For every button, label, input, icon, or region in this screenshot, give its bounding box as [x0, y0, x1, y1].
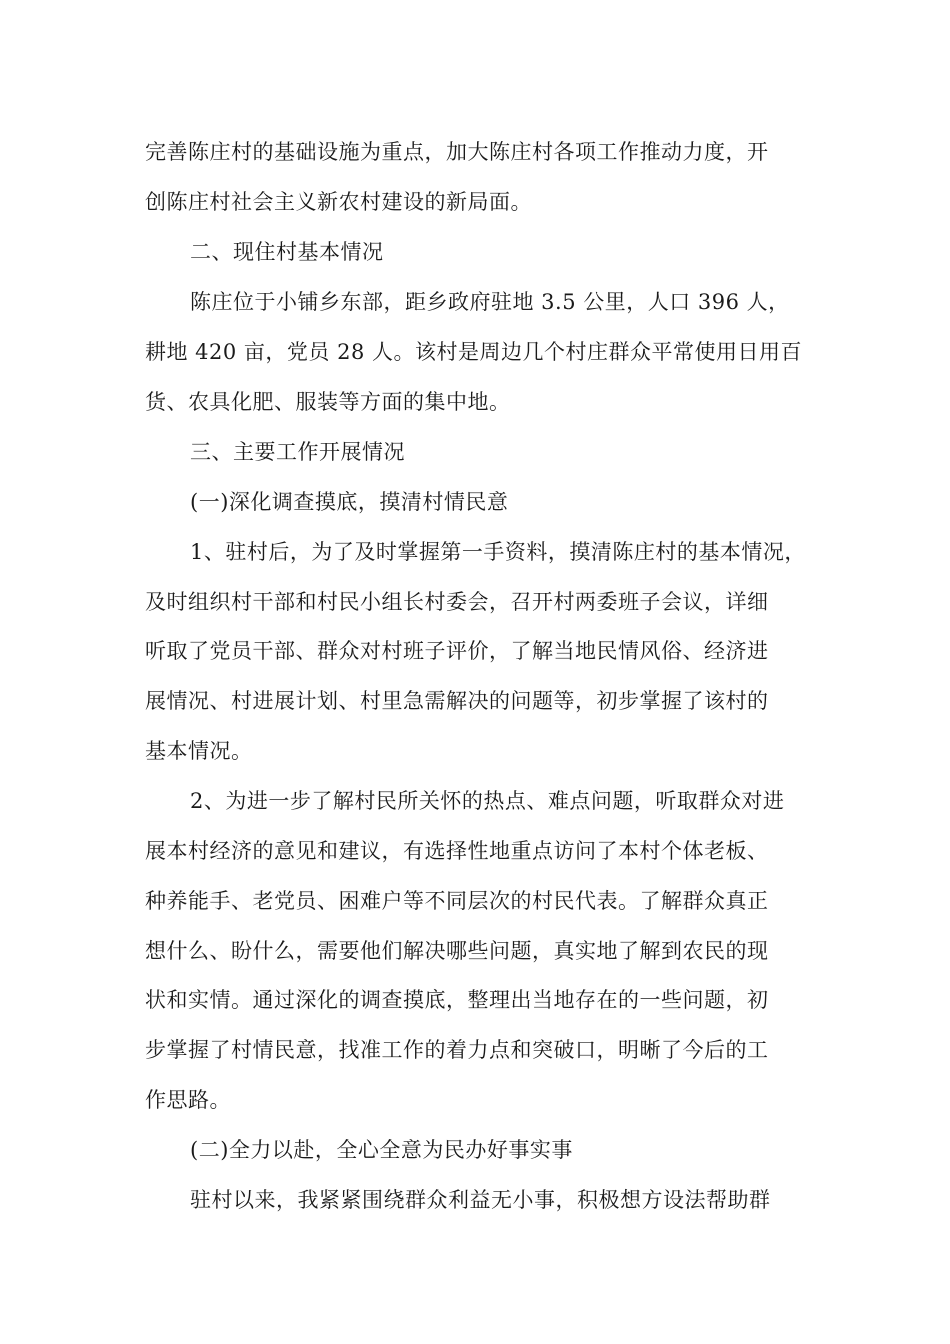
text-line: 作思路。: [145, 1088, 231, 1112]
text-line: 1、驻村后，为了及时掌握第一手资料，摸清陈庄村的基本情况，: [190, 540, 806, 564]
text-line: 完善陈庄村的基础设施为重点，加大陈庄村各项工作推动力度，开: [145, 140, 769, 164]
text-line: 想什么、盼什么，需要他们解决哪些问题，真实地了解到农民的现: [145, 939, 769, 963]
text-line: 听取了党员干部、群众对村班子评价，了解当地民情风俗、经济进: [145, 639, 769, 663]
text-line: 货、农具化肥、服装等方面的集中地。: [145, 390, 511, 414]
text-line: 状和实情。通过深化的调查摸底，整理出当地存在的一些问题，初: [145, 988, 769, 1012]
text-line: 及时组织村干部和村民小组长村委会，召开村两委班子会议，详细: [145, 590, 769, 614]
text-line: 驻村以来，我紧紧围绕群众利益无小事，积极想方设法帮助群: [190, 1188, 771, 1212]
section-heading: 三、主要工作开展情况: [190, 440, 405, 464]
text-line: 基本情况。: [145, 739, 253, 763]
text-line: 耕地 420 亩，党员 28 人。该村是周边几个村庄群众平常使用日用百: [145, 340, 803, 364]
subsection-heading: (一)深化调查摸底，摸清村情民意: [190, 490, 509, 514]
text-line: 陈庄位于小铺乡东部，距乡政府驻地 3.5 公里，人口 396 人，: [190, 290, 790, 314]
text-line: 创陈庄村社会主义新农村建设的新局面。: [145, 190, 532, 214]
section-heading: 二、现住村基本情况: [190, 240, 384, 264]
text-line: 展情况、村进展计划、村里急需解决的问题等，初步掌握了该村的: [145, 689, 769, 713]
text-line: 展本村经济的意见和建议，有选择性地重点访问了本村个体老板、: [145, 839, 769, 863]
subsection-heading: (二)全力以赴，全心全意为民办好事实事: [190, 1138, 573, 1162]
text-line: 步掌握了村情民意，找准工作的着力点和突破口，明晰了今后的工: [145, 1038, 769, 1062]
text-line: 种养能手、老党员、困难户等不同层次的村民代表。了解群众真正: [145, 889, 769, 913]
text-line: 2、为进一步了解村民所关怀的热点、难点问题，听取群众对进: [190, 789, 785, 813]
